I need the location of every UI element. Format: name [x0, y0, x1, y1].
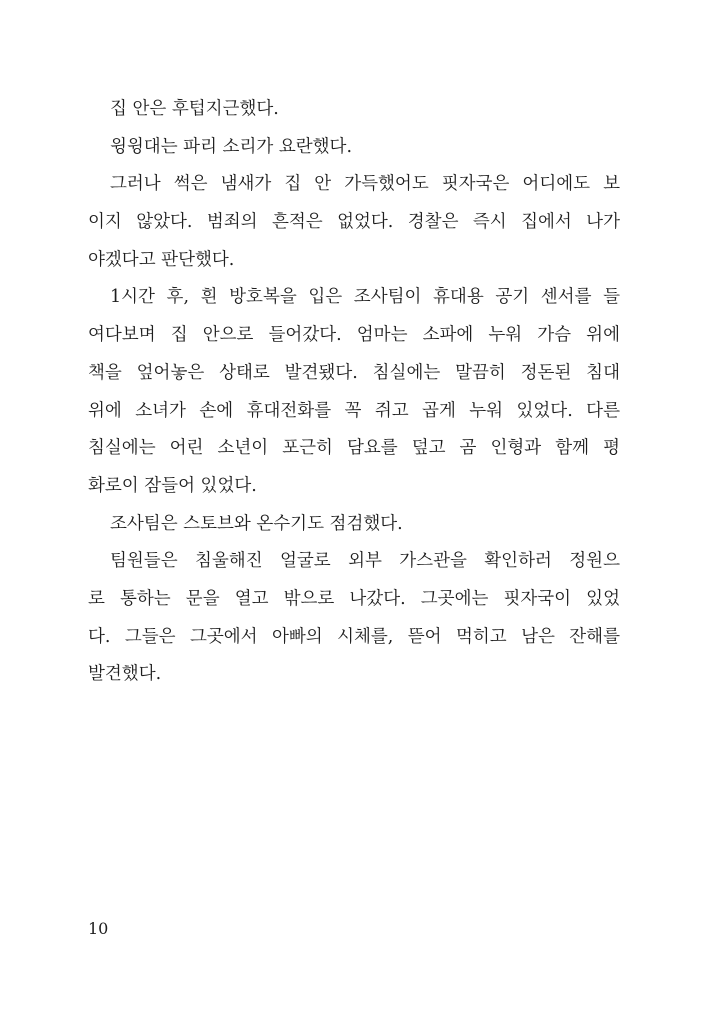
paragraph — [88, 543, 620, 694]
text-line: 책을 엎어놓은 상태로 발견됐다. 침실에는 말끔히 정돈된 침대 — [88, 362, 620, 383]
text-line: 조사팀은 스토브와 온수기도 점검했다. — [110, 513, 403, 534]
text-line: 집 안은 후텁지근했다. — [110, 99, 279, 119]
page-number: 10 — [88, 919, 109, 938]
text-line: 화로이 잠들어 있었다. — [88, 475, 257, 496]
text-line: 1시간 후, 흰 방호복을 입은 조사팀이 휴대용 공기 센서를 들 — [110, 287, 620, 308]
text-line: 윙윙대는 파리 소리가 요란했다. — [110, 136, 353, 157]
body-text — [88, 91, 620, 694]
paragraph — [88, 506, 620, 544]
text-line: 야겠다고 판단했다. — [88, 249, 235, 270]
text-line: 침실에는 어린 소년이 포근히 담요를 덮고 곰 인형과 함께 평 — [88, 438, 620, 459]
paragraph — [88, 166, 620, 279]
paragraph — [88, 91, 620, 129]
text-line: 다. 그들은 그곳에서 아빠의 시체를, 뜯어 먹히고 남은 잔해를 — [88, 626, 620, 647]
text-line: 그러나 썩은 냄새가 집 안 가득했어도 핏자국은 어디에도 보 — [110, 174, 620, 195]
text-line: 위에 소녀가 손에 휴대전화를 꼭 쥐고 곱게 누워 있었다. 다른 — [88, 400, 620, 421]
paragraph — [88, 129, 620, 167]
text-line: 여다보며 집 안으로 들어갔다. 엄마는 소파에 누워 가슴 위에 — [88, 325, 620, 346]
text-line: 로 통하는 문을 열고 밖으로 나갔다. 그곳에는 핏자국이 있었 — [88, 588, 620, 609]
text-line: 발견했다. — [88, 664, 162, 685]
text-line: 팀원들은 침울해진 얼굴로 외부 가스관을 확인하러 정원으 — [110, 551, 620, 572]
paragraph — [88, 279, 620, 505]
text-line: 이지 않았다. 범죄의 흔적은 없었다. 경찰은 즉시 집에서 나가 — [88, 212, 620, 233]
